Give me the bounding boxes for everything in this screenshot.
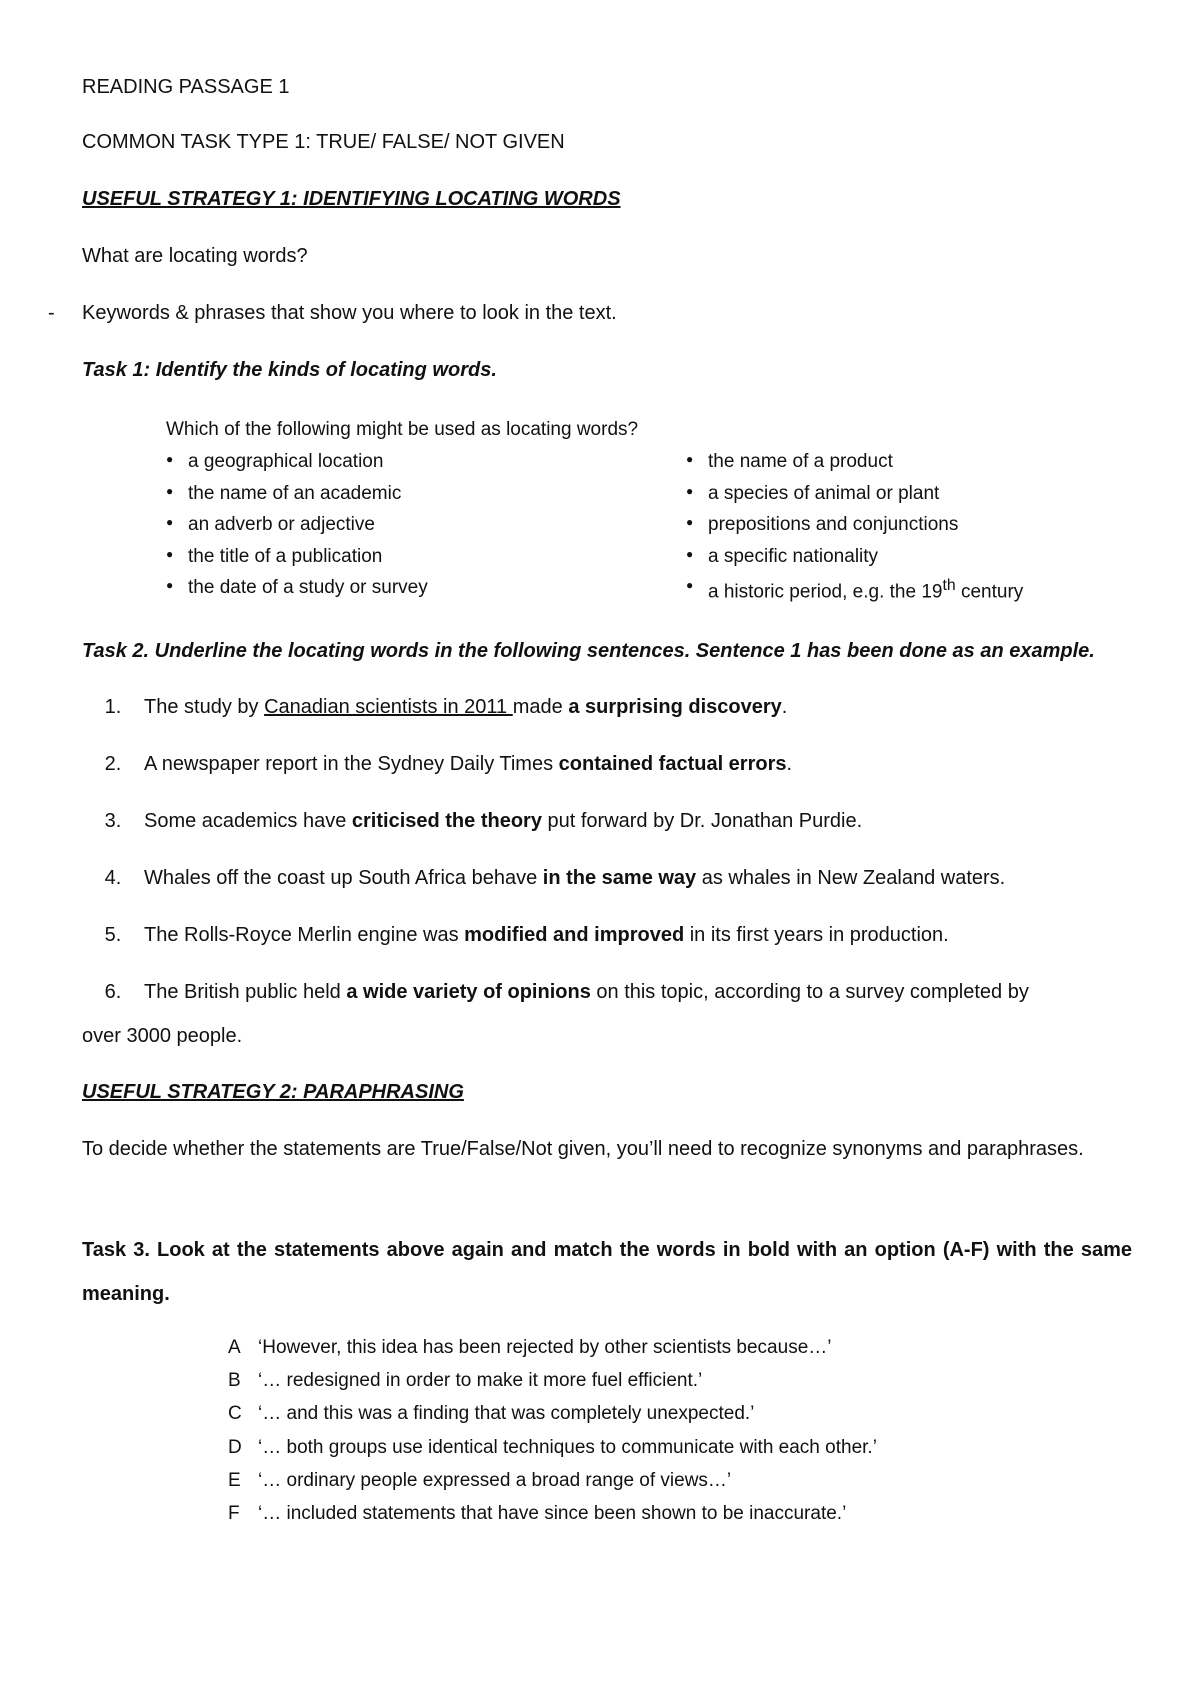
list-item: ● a species of animal or plant [686, 483, 1023, 515]
list-item [228, 1470, 877, 1503]
sentence-text: on this topic, according to a survey completed by [590, 981, 1029, 1003]
option-letter: D [228, 1436, 242, 1458]
bold-phrase: contained factual errors [558, 753, 787, 775]
bold-phrase: in the same way [542, 867, 697, 889]
task-type-heading: COMMON TASK TYPE 1: TRUE/ FALSE/ NOT GIVEN [82, 131, 565, 153]
bold-phrase: modified and improved [464, 924, 685, 946]
list-item: ● the name of an academic [166, 483, 428, 515]
task-1-prompt: Which of the following might be used as locating words? [166, 419, 639, 440]
option-text: ‘However, this idea has been rejected by other scientists because…’ [258, 1337, 832, 1358]
task-2-title: Task 2. Underline the locating words in the following sentences. Sentence 1 has been done as an example. [82, 640, 1095, 662]
option-letter: B [228, 1370, 241, 1392]
sentence-2 [82, 753, 1132, 776]
list-item: ● the title of a publication [166, 546, 428, 578]
option-letter: C [228, 1403, 242, 1425]
sentence-3 [82, 810, 1132, 833]
sentence-text: Whales off the coast up South Africa behave [144, 867, 543, 889]
task-3-title: Task 3. Look at the statements above again and match the words in bold with an option (A-F) with the same meaning. [82, 1239, 1132, 1305]
option-letter: E [228, 1469, 241, 1491]
sentence-text: A newspaper report in the Sydney Daily Times [144, 753, 559, 775]
sentence-text: in its first years in production. [684, 924, 949, 946]
sentence-1 [82, 696, 1132, 719]
sentence-text: Some academics have [144, 810, 352, 832]
locating-words-question: What are locating words? [82, 245, 308, 267]
sentence-5 [82, 924, 1132, 947]
bold-phrase: a surprising discovery [568, 696, 782, 718]
option-letter: F [228, 1502, 240, 1524]
sentence-text: put forward by Dr. Jonathan Purdie. [541, 810, 863, 832]
list-item [228, 1403, 877, 1436]
sentence-number: 4. [104, 867, 122, 889]
option-text: ‘… and this was a finding that was completely unexpected.’ [258, 1403, 755, 1425]
list-item [686, 577, 1023, 609]
sentence-text: The British public held [144, 981, 347, 1003]
list-item [228, 1503, 877, 1536]
sentence-number: 1. [104, 696, 122, 718]
option-text: ‘… redesigned in order to make it more fuel efficient.’ [258, 1370, 703, 1392]
list-item [228, 1370, 877, 1403]
list-item: ● the name of a product [686, 451, 1023, 483]
sentence-number: 5. [104, 924, 122, 946]
superscript: th [942, 577, 956, 595]
list-item: ● the date of a study or survey [166, 577, 428, 609]
list-item [228, 1337, 877, 1370]
list-item: ● an adverb or adjective [166, 514, 428, 546]
list-item-text: century [955, 581, 1024, 603]
sentence-text: The Rolls-Royce Merlin engine was [144, 924, 465, 946]
option-text: ‘… both groups use identical techniques to communicate with each other.’ [258, 1436, 877, 1458]
strategy-2-body: To decide whether the statements are True/False/Not given, you’ll need to recognize synonyms and paraphrases. [82, 1138, 1084, 1160]
sentence-4 [82, 867, 1132, 890]
list-item [228, 1437, 877, 1470]
sentence-text: . [781, 696, 788, 718]
sentence-text: made [512, 696, 569, 718]
sentence-6-continuation: over 3000 people. [82, 1025, 243, 1047]
passage-heading: READING PASSAGE 1 [82, 76, 290, 98]
bold-phrase: criticised the theory [351, 810, 542, 832]
sentence-text: The study by [144, 696, 265, 718]
option-text: ‘… ordinary people expressed a broad range of views…’ [258, 1469, 732, 1491]
sentence-number: 3. [104, 810, 122, 832]
option-letter: A [228, 1337, 241, 1358]
dash-bullet: - [48, 302, 55, 324]
options-column-1 [166, 451, 428, 609]
sentence-number: 2. [104, 753, 122, 775]
sentence-text: . [786, 753, 793, 775]
sentence-number: 6. [104, 981, 122, 1003]
strategy-2-title: USEFUL STRATEGY 2: PARAPHRASING [82, 1081, 464, 1103]
sentence-6 [82, 981, 1132, 1004]
list-item: ● a specific nationality [686, 546, 1023, 578]
list-item-text: a historic period, e.g. the 19 [708, 581, 943, 603]
option-text: ‘… included statements that have since been shown to be inaccurate.’ [258, 1502, 847, 1524]
locating-words-answer: Keywords & phrases that show you where to look in the text. [82, 302, 617, 324]
bold-phrase: a wide variety of opinions [346, 981, 591, 1003]
sentence-text: as whales in New Zealand waters. [696, 867, 1006, 889]
underlined-locating-words: Canadian scientists in 2011 [264, 696, 513, 718]
task-1-title: Task 1: Identify the kinds of locating words. [82, 359, 497, 381]
match-options [228, 1337, 877, 1536]
options-column-2 [686, 451, 1023, 609]
list-item: ● a geographical location [166, 451, 428, 483]
list-item: ● prepositions and conjunctions [686, 514, 1023, 546]
strategy-1-title: USEFUL STRATEGY 1: IDENTIFYING LOCATING WORDS [82, 188, 621, 210]
